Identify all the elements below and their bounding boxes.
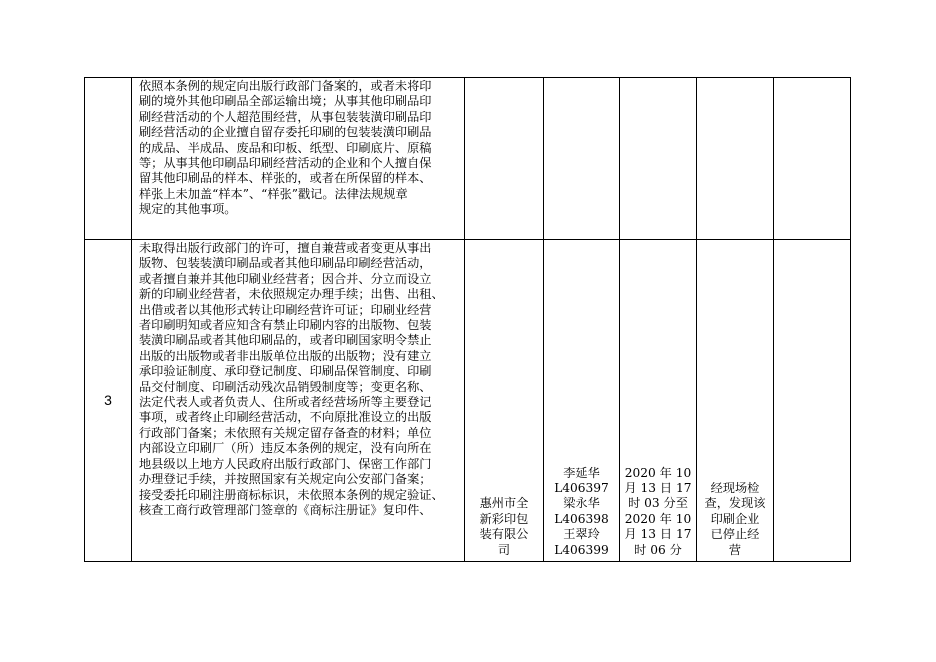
inspection-items: 未取得出版行政部门的许可，擅自兼营或者变更从事出 版物、包装装潢印刷品或者其他印刷品印刷经营活动， 或者擅自兼并其他印刷业经营者；因合并、分立而设立 新的印刷业经营者，未依照规定办理手续；出售、出租、 出借或者以其他形式转让印刷经营许可证；印刷业经营 者印刷明知或者应知含有禁止印刷内容的出版物、包装 装潢印刷品或者其他印刷品的，或者印刷国家明令禁止 出版的出版物或者非出版单位出版的出版物；没有建立 承印验证制度、承印登记制度、印刷品保管制度、印刷 品交付制度、印刷活动残次品销毁制度等；变更名称、 法定代表人或者负责人、住所或者经营场所等主要登记 事项，或者终止印刷经营活动，不向原批准设立的出版 行政部门备案；未依照有关规定留存备查的材料；单位 内部设立印刷厂（所）违反本条例的规定，没有向所在 地县级以上地方人民政府出版行政部门、保密工作部门 办理登记手续，并按照国家有关规定向公安部门备案； 接受委托印刷注册商标标识，未依照本条例的规定验证、 核查工商行政管理部门签章的《商标注册证》复印件、 (132, 240, 465, 562)
inspection-result (697, 78, 774, 240)
enterprise-name (465, 78, 544, 240)
table-row (85, 78, 851, 240)
row-number (85, 78, 132, 240)
inspection-result: 经现场检 查，发现该 印刷企业 已停止经 营 (697, 240, 774, 562)
remark (774, 240, 851, 562)
inspection-time (620, 78, 697, 240)
inspectors (544, 78, 620, 240)
table-row (85, 240, 851, 562)
row-number: 3 (85, 240, 132, 562)
inspectors: 李延华 L406397 梁永华 L406398 王翠玲 L406399 (544, 240, 620, 562)
inspection-time: 2020 年 10 月 13 日 17 时 03 分至 2020 年 10 月 13 日 17 时 06 分 (620, 240, 697, 562)
inspection-table (84, 77, 851, 562)
remark (774, 78, 851, 240)
enterprise-name: 惠州市全 新彩印包 装有限公 司 (465, 240, 544, 562)
inspection-items: 依照本条例的规定向出版行政部门备案的，或者未将印 刷的境外其他印刷品全部运输出境；从事其他印刷品印 刷经营活动的个人超范围经营，从事包装装潢印刷品印 刷经营活动的企业擅自留存委托印刷的包装装潢印刷品 的成品、半成品、废品和印板、纸型、印刷底片、原稿 等；从事其他印刷品印刷经营活动的企业和个人擅自保 留其他印刷品的样本、样张的，或者在所保留的样本、 样张上未加盖“样本”、“样张”戳记。法律法规规章 规定的其他事项。 (132, 78, 465, 240)
